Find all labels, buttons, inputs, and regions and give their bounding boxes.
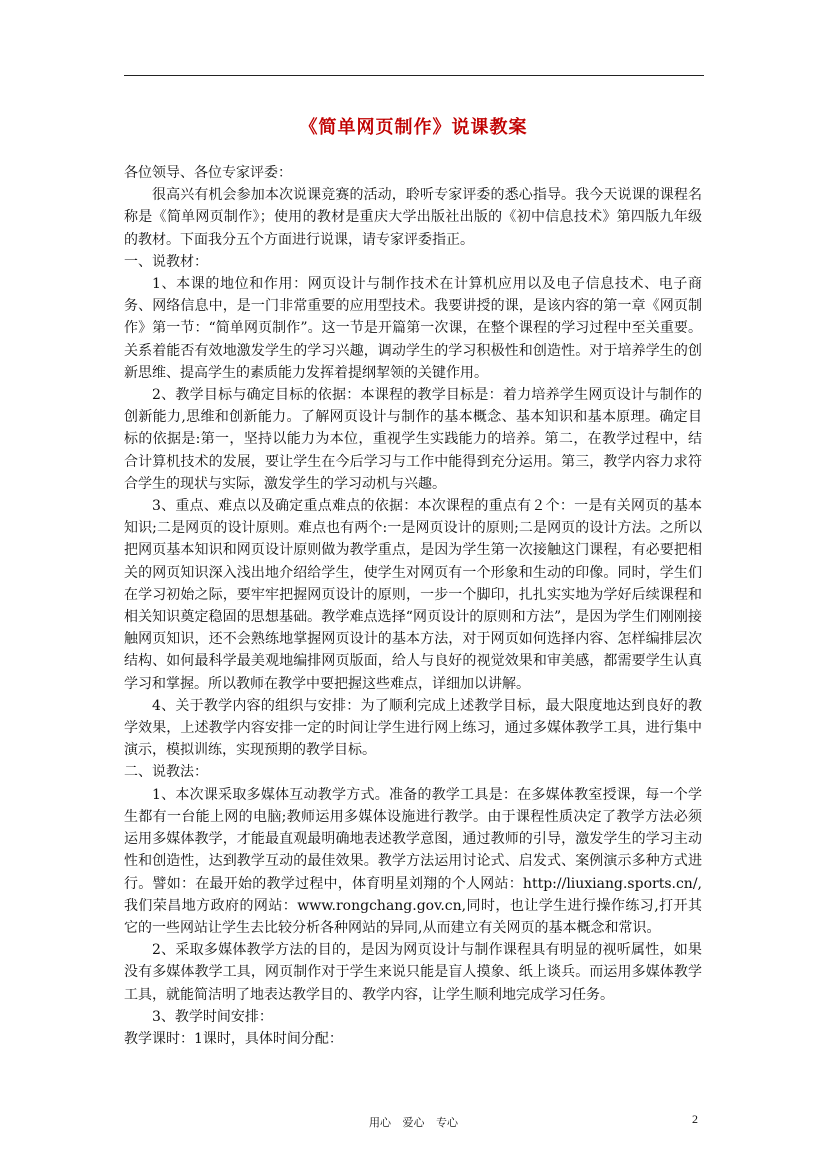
paragraph-content-organization: 4、关于教学内容的组织与安排：为了顺利完成上述教学目标，最大限度地达到良好的教学效果，上述教学内容安排一定的时间让学生进行网上练习，通过多媒体教学工具，进行集中演示，模拟训练，实现预期的教学目标。	[124, 697, 702, 759]
paragraph-multimedia-purpose: 2、采取多媒体教学方法的目的，是因为网页设计与制作课程具有明显的视听属性，如果没有多媒体教学工具，网页制作对于学生来说只能是盲人摸象、纸上谈兵。而运用多媒体教学工具，就能简洁明了地表达教学目的、教学内容，让学生顺利地完成学习任务。	[124, 942, 702, 1003]
paragraph-time-heading: 3、教学时间安排：	[152, 1008, 273, 1025]
section-heading-methods: 二、说教法：	[124, 764, 208, 781]
section-heading-textbook: 一、说教材：	[124, 253, 208, 270]
salutation: 各位领导、各位专家评委：	[124, 165, 292, 181]
paragraph-class-hours: 教学课时：1课时，具体时间分配：	[124, 1030, 343, 1047]
document-title: 《简单网页制作》说课教案	[299, 117, 528, 138]
paragraph-status-role: 1、本课的地位和作用：网页设计与制作技术在计算机应用以及电子信息技术、电子商务、网络信息中，是一门非常重要的应用型技术。我要讲授的课，是该内容的第一章《网页制作》第一节：“简单网页制作”。这一节是开篇第一次课，在整个课程的学习过程中至关重要。关系着能否有效地激发学生的学习兴趣，调动学生的学习积极性和创造性。对于培养学生的创新思维、提高学生的素质能力发挥着提纲挈领的关键作用。	[124, 276, 702, 381]
paragraph-teaching-goals: 2、教学目标与确定目标的依据：本课程的教学目标是：着力培养学生网页设计与制作的创新能力,思维和创新能力。了解网页设计与制作的基本概念、基本知识和基本原理。确定目标的依据是:第一，坚持以能力为本位，重视学生实践能力的培养。第二，在教学过程中，结合计算机技术的发展，要让学生在今后学习与工作中能得到充分运用。第三，教学内容力求符合学生的现状与实际，激发学生的学习动机与兴趣。	[124, 387, 702, 492]
paragraph-multimedia-method: 1、本次课采取多媒体互动教学方式。准备的教学工具是：在多媒体教室授课，每一个学生都有一台能上网的电脑;教师运用多媒体设施进行教学。由于课程性质决定了教学方法必须运用多媒体教学，才能最直观最明确地表述教学意图，通过教师的引导，激发学生的学习主动性和创造性，达到教学互动的最佳效果。教学方法运用讨论式、启发式、案例演示多种方式进行。譬如：在最开始的教学过程中，体育明星刘翔的个人网站：http://liuxiang.sports.cn/,我们荣昌地方政府的网站：www.rongchang.gov.cn,同时，也让学生进行操作练习,打开其它的一些网站让学生去比较分析各种网站的异同,从而建立有关网页的基本概念和常识。	[124, 786, 702, 936]
page-number: 2	[692, 1112, 698, 1126]
paragraph-key-points: 3、重点、难点以及确定重点难点的依据：本次课程的重点有２个：一是有关网页的基本知识;二是网页的设计原则。难点也有两个:一是网页设计的原则;二是网页的设计方法。之所以把网页基本知识和网页设计原则做为教学重点，是因为学生第一次接触这门课程，有必要把相关的网页知识深入浅出地介绍给学生，使学生对网页有一个形象和生动的印像。同时，学生们在学习初始之际，要牢牢把握网页设计的原则，一步一个脚印，扎扎实实地为学好后续课程和相关知识奠定稳固的思想基础。教学难点选择“网页设计的原则和方法”，是因为学生们刚刚接触网页知识，还不会熟练地掌握网页设计的基本方法，对于网页如何选择内容、怎样编排层次结构、如何最科学最美观地编排网页版面，给人与良好的视觉效果和审美感，都需要学生认真学习和掌握。所以教师在教学中要把握这些难点，详细加以讲解。	[124, 498, 702, 692]
header-rule	[124, 75, 704, 76]
page-footer: 用心 爱心 专心	[369, 1116, 458, 1129]
document-body	[124, 162, 702, 1050]
intro-paragraph: 很高兴有机会参加本次说课竞赛的活动，聆听专家评委的悉心指导。我今天说课的课程名称是《简单网页制作》；使用的教材是重庆大学出版社出版的《初中信息技术》第四版九年级的教材。下面我分五个方面进行说课，请专家评委指正。	[124, 187, 702, 248]
